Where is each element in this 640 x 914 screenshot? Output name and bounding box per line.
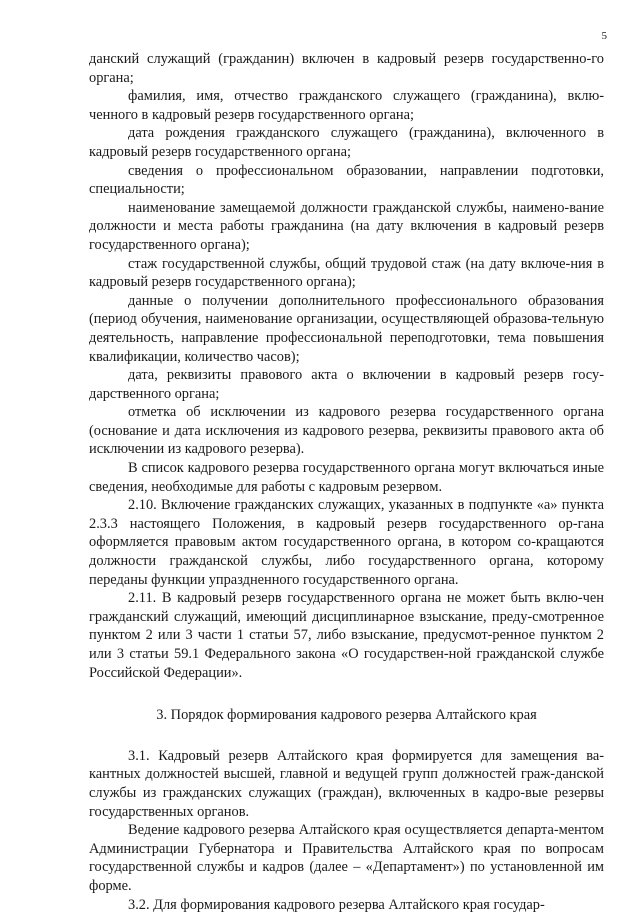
paragraph: стаж государственной службы, общий трудовой стаж (на дату включе-ния в кадровый резерв государственного органа); (89, 255, 604, 291)
paragraph: 2.11. В кадровый резерв государственного органа не может быть вклю-чен гражданский служащий, имеющий дисциплинарное взыскание, преду-смотренное пунктом 2 или 3 части 1 статьи 57, либо взыскание, предусмот-ренное пунктом 2 или 3 статьи 59.1 Федерального закона «О государствен-ной гражданской службе Российской Федерации». (89, 590, 604, 681)
paragraph: 3.1. Кадровый резерв Алтайского края формируется для замещения ва-кантных должностей высшей, главной и ведущей групп должностей граж-данской службы из гражданских служащих (граждан), включенных в кадро-вые резервы государственных органов. (89, 747, 604, 820)
paragraph: данский служащий (гражданин) включен в кадровый резерв государственно-го органа; (89, 51, 604, 86)
section-heading: 3. Порядок формирования кадрового резерва Алтайского края (156, 707, 537, 724)
paragraph: 2.10. Включение гражданских служащих, указанных в подпункте «а» пункта 2.3.3 настоящего Положения, в кадровый резерв государственного ор-гана оформляется правовым актом государственного органа, в котором со-кращаются должности гражданской службы, либо государственного органа, которому переданы функции упраздненного государственного органа. (89, 497, 604, 588)
paragraph: отметка об исключении из кадрового резерва государственного органа (основание и дата исключения из кадрового резерва, реквизиты правового акта об исключении из кадрового резерва). (89, 404, 604, 458)
paragraph: сведения о профессиональном образовании, направлении подготовки, специальности; (89, 162, 604, 198)
document-body (89, 50, 604, 914)
paragraph: Ведение кадрового резерва Алтайского края осуществляется департа-ментом Администрации Губернатора и Правительства Алтайского края по вопросам государственной службы и кадров (далее – «Департамент») по установленной им форме. (89, 822, 604, 894)
paragraph: данные о получении дополнительного профессионального образования (период обучения, наименование организации, осуществляющей образова-тельную деятельность, направление профессиональной переподготовки, тема повышения квалификации, количество часов); (89, 292, 604, 365)
page-number: 5 (601, 30, 607, 42)
paragraph: дата, реквизиты правового акта о включении в кадровый резерв госу-дарственного органа; (89, 367, 604, 402)
paragraph: В список кадрового резерва государственного органа могут включаться иные сведения, необходимые для работы с кадровым резервом. (89, 460, 604, 495)
paragraph: 3.2. Для формирования кадрового резерва Алтайского края государ- (128, 896, 545, 913)
paragraph: наименование замещаемой должности гражданской службы, наимено-вание должности и места работы гражданина (на дату включения в кадровый резерв государственного органа); (89, 199, 604, 253)
paragraph: дата рождения гражданского служащего (гражданина), включенного в кадровый резерв государственного органа; (89, 125, 604, 160)
paragraph: фамилия, имя, отчество гражданского служащего (гражданина), вклю-ченного в кадровый резерв государственного органа; (89, 88, 604, 123)
